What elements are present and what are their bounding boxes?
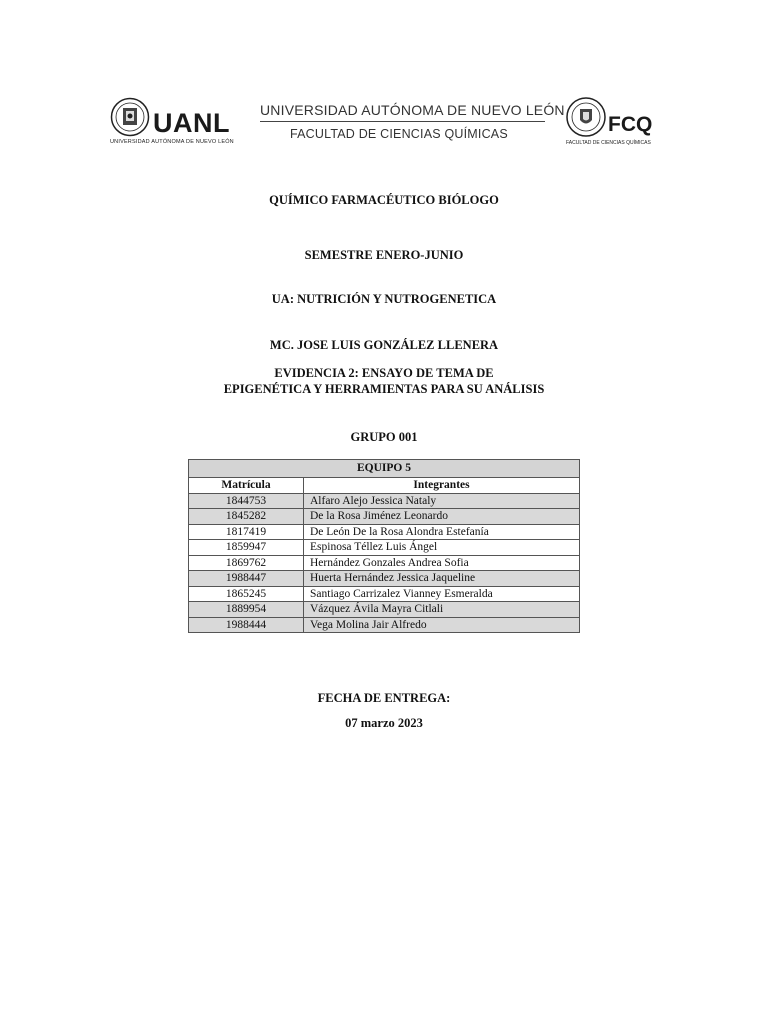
delivery-date: 07 marzo 2023 (345, 716, 423, 730)
table-row (189, 586, 580, 602)
column-header-matricula: Matrícula (189, 478, 304, 494)
professor-name: MC. JOSE LUIS GONZÁLEZ LLENERA (269, 338, 499, 352)
document-header (0, 0, 768, 160)
fcq-logo-subtext: FACULTAD DE CIENCIAS QUÍMICAS (566, 140, 651, 146)
matricula-cell: 1859947 (189, 540, 304, 556)
program-title: QUÍMICO FARMACÉUTICO BIÓLOGO (269, 193, 499, 207)
table-row (189, 540, 580, 556)
uanl-logo-subtext: UNIVERSIDAD AUTÓNOMA DE NUEVO LEÓN (110, 139, 234, 145)
table-row (189, 509, 580, 525)
table-row (189, 493, 580, 509)
table-row (189, 524, 580, 540)
evidence-title-line2: EPIGENÉTICA Y HERRAMIENTAS PARA SU ANÁLISIS (223, 382, 545, 396)
uanl-logo-text: UANL (153, 108, 230, 138)
team-members-table (188, 459, 580, 633)
delivery-date-label: FECHA DE ENTREGA: (317, 691, 451, 705)
member-name-cell: Espinosa Téllez Luis Ángel (304, 540, 580, 556)
uanl-seal-logo (110, 97, 150, 137)
table-row (189, 602, 580, 618)
semester-label: SEMESTRE ENERO-JUNIO (304, 248, 464, 262)
evidence-title-line1: EVIDENCIA 2: ENSAYO DE TEMA DE (274, 366, 494, 380)
table-row (189, 617, 580, 633)
team-title: EQUIPO 5 (189, 460, 580, 478)
matricula-cell: 1865245 (189, 586, 304, 602)
matricula-cell: 1817419 (189, 524, 304, 540)
member-name-cell: Santiago Carrizalez Vianney Esmeralda (304, 586, 580, 602)
member-name-cell: Hernández Gonzales Andrea Sofia (304, 555, 580, 571)
table-row (189, 555, 580, 571)
matricula-cell: 1889954 (189, 602, 304, 618)
matricula-cell: 1869762 (189, 555, 304, 571)
faculty-name: FACULTAD DE CIENCIAS QUÍMICAS (290, 127, 508, 141)
university-name: UNIVERSIDAD AUTÓNOMA DE NUEVO LEÓN (260, 102, 565, 118)
column-header-integrantes: Integrantes (304, 478, 580, 494)
table-row (189, 571, 580, 587)
matricula-cell: 1845282 (189, 509, 304, 525)
fcq-seal-logo (566, 96, 606, 138)
member-name-cell: Vega Molina Jair Alfredo (304, 617, 580, 633)
member-name-cell: De la Rosa Jiménez Leonardo (304, 509, 580, 525)
member-name-cell: Alfaro Alejo Jessica Nataly (304, 493, 580, 509)
fcq-logo-text: FCQ (608, 113, 653, 136)
member-name-cell: Huerta Hernández Jessica Jaqueline (304, 571, 580, 587)
member-name-cell: De León De la Rosa Alondra Estefanía (304, 524, 580, 540)
matricula-cell: 1988447 (189, 571, 304, 587)
member-name-cell: Vázquez Ávila Mayra Citlali (304, 602, 580, 618)
matricula-cell: 1844753 (189, 493, 304, 509)
header-divider (260, 121, 545, 122)
course-name: UA: NUTRICIÓN Y NUTROGENETICA (271, 292, 497, 306)
matricula-cell: 1988444 (189, 617, 304, 633)
group-label: GRUPO 001 (350, 430, 418, 444)
